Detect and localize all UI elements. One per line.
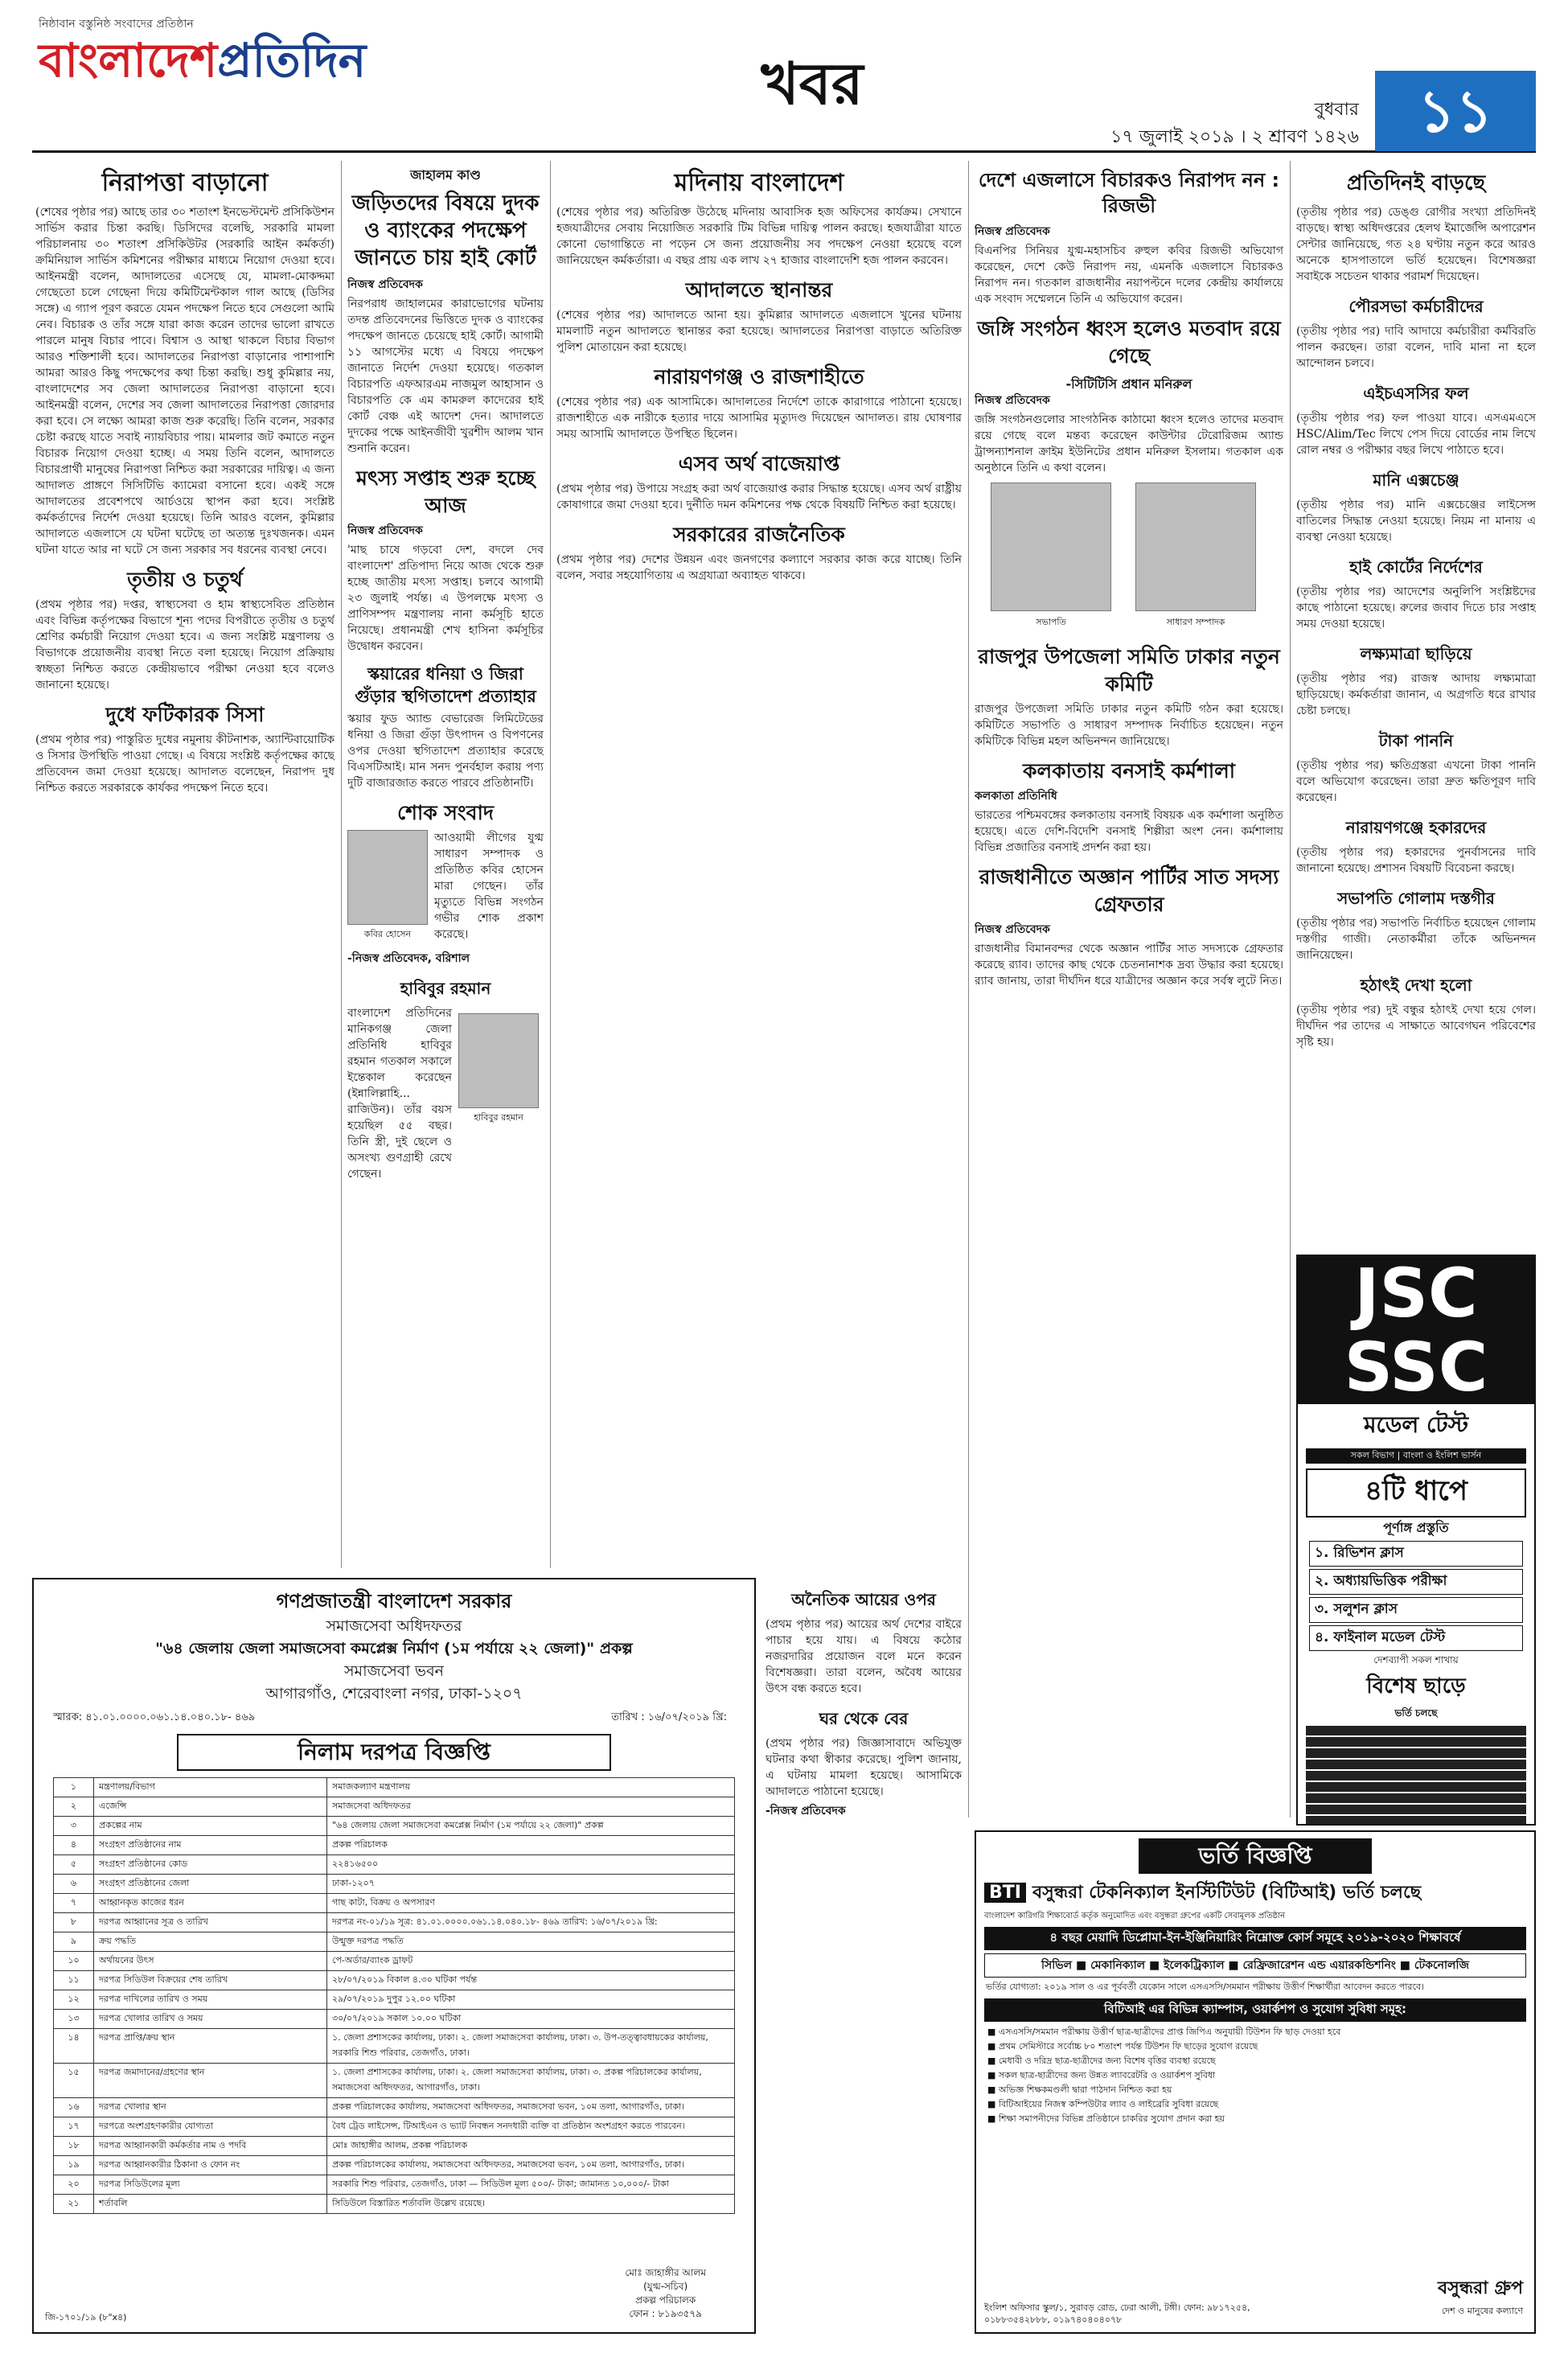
row-value: সরকারি শিশু পরিবার, তেজগাঁও, ঢাকা — সিডিউল মূল্য ৫০০/- টাকা; জামানত ১০,০০০/- টাকা <box>327 2175 735 2195</box>
column-5 <box>1296 161 1536 1247</box>
ad-course: ৪ বছর মেয়াদি ডিপ্লোমা-ইন-ইঞ্জিনিয়ারিং নিম্নোক্ত কোর্স সমূহে ২০১৯-২০২০ শিক্ষাবর্ষে <box>984 1927 1526 1950</box>
notice-banner: নিলাম দরপত্র বিজ্ঞপ্তি <box>177 1734 611 1771</box>
notice-row <box>54 1875 735 1894</box>
row-number: ১২ <box>54 1990 94 2010</box>
article-body: নিরপরাধ জাহালমের কারাভোগের ঘটনায় তদন্ত প্রতিবেদনের ভিত্তিতে দুদক ও ব্যাংকের পদক্ষেপ জানতে চেয়েছে হাই কোর্ট। আগামী ১১ আগস্টের মধ্যে এ বিষয়ে পদক্ষেপ জানাতে নির্দেশ দেওয়া হয়েছে। গতকাল বিচারপতি এফআরএম নাজমুল আহাসান ও বিচারপতি কে এম কামরুল কাদেরের হাই কোর্ট বেঞ্চ এই আদেশ দেন। আদালতে দুদকের পক্ষে আইনজীবী খুরশীদ আলম খান শুনানি করেন। <box>347 298 544 455</box>
headline: টাকা পাননি <box>1378 731 1454 750</box>
headline: আদালতে স্থানান্তর <box>685 278 833 302</box>
article-body: (তৃতীয় পৃষ্ঠার পর) মানি এক্সচেঞ্জের লাইসেন্স বাতিলের সিদ্ধান্ত নেওয়া হয়েছে। নিয়ম না মানায় এ ব্যবস্থা নেওয়া হয়েছে। <box>1296 499 1536 544</box>
ad-benefit-item: ■ এসএসসি/সমমান পরীক্ষায় উত্তীর্ণ ছাত্র-ছাত্রীদের প্রাপ্ত জিপিএ অনুযায়ী টিউশন ফি ছাড় দেওয়া হবে <box>987 2025 1523 2039</box>
headline: মৎস্য সপ্তাহ শুরু হচ্ছে আজ <box>355 466 536 517</box>
ad-subtitle: সকল বিভাগ | বাংলা ও ইংলিশ ভার্সন <box>1306 1448 1526 1464</box>
row-number: ১১ <box>54 1971 94 1990</box>
article-body: (তৃতীয় পৃষ্ঠার পর) সভাপতি নির্বাচিত হয়েছেন গোলাম দস্তগীর গাজী। নেতাকর্মীরা তাঁকে অভিনন্দন জানিয়েছেন। <box>1296 917 1536 962</box>
byline: -নিজস্ব প্রতিবেদক <box>766 1805 846 1817</box>
row-value: মোঃ জাহাঙ্গীর আলম, প্রকল্প পরিচালক <box>327 2137 735 2156</box>
ad-benefit-item: ■ সকল ছাত্র-ছাত্রীদের জন্য উন্নত ল্যাবরেটরি ও ওয়ার্কশপ সুবিধা <box>987 2068 1523 2083</box>
photo-caption: হাবিবুর রহমান <box>474 1112 523 1123</box>
article-body: বিএনপির সিনিয়র যুগ্ম-মহাসচিব রুহুল কবির রিজভী অভিযোগ করেছেন, দেশে কেউ নিরাপদ নয়, এমনকি এজলাসে বিচারকও নিরাপদ নন। গতকাল রাজধানীর নয়াপল্টনে দলের কেন্দ্রীয় কার্যালয়ে এক সংবাদ সম্মেলনে তিনি এ অভিযোগ করেন। <box>975 244 1283 306</box>
portrait-photo <box>1135 483 1256 611</box>
kicker: জাহালম কাণ্ড <box>410 167 481 183</box>
column-divider <box>550 161 551 1568</box>
row-label: ক্রয় পদ্ধতি <box>94 1932 327 1952</box>
row-number: ৭ <box>54 1894 94 1913</box>
row-number: ১৫ <box>54 2064 94 2098</box>
row-number: ১ <box>54 1778 94 1797</box>
notice-row <box>54 2195 735 2214</box>
ad-group-name: বসুন্ধরা গ্রুপ <box>1437 2278 1523 2298</box>
row-value: ২৯/০৭/২০১৯ দুপুর ১২.০০ ঘটিকা <box>327 1990 735 2010</box>
row-label: সংগ্রহণ প্রতিষ্ঠানের নাম <box>94 1836 327 1855</box>
article-body: (তৃতীয় পৃষ্ঠার পর) রাজস্ব আদায় লক্ষ্যমাত্রা ছাড়িয়েছে। কর্মকর্তারা জানান, এ অগ্রগতি ধরে রাখার চেষ্টা চলছে। <box>1296 672 1536 717</box>
article-body: (প্রথম পৃষ্ঠার পর) জিজ্ঞাসাবাদে অভিযুক্ত ঘটনার কথা স্বীকার করেছে। পুলিশ জানায়, এ ঘটনায় মামলা হয়েছে। আসামিকে আদালতে পাঠানো হয়েছে। <box>766 1737 962 1798</box>
portrait-photo <box>991 483 1111 611</box>
article-body: (তৃতীয় পৃষ্ঠার পর) দাবি আদায়ে কর্মচারীরা কর্মবিরতি পালন করছেন। তারা বলেন, দাবি মানা না হলে আন্দোলন চলবে। <box>1296 325 1536 370</box>
notice-row <box>54 1797 735 1817</box>
row-number: ২১ <box>54 2195 94 2214</box>
notice-code: জি-১৭০১/১৯ (৮"x৪) <box>45 2312 127 2323</box>
article-body: স্কয়ার ফুড অ্যান্ড বেভারেজ লিমিটেডের ধনিয়া ও জিরা গুঁড়া উৎপাদন ও বিপণনের ওপর দেওয়া স্থগিতাদেশ প্রত্যাহার করেছে বিএসটিআই। মান সনদ পুনর্বহাল করায় পণ্য দুটি বাজারজাত করতে পারবে প্রতিষ্ঠানটি। <box>347 713 544 790</box>
headline: কলকাতায় বনসাই কর্মশালা <box>1023 759 1235 782</box>
ad-offer: বিশেষ ছাড়ে <box>1366 1674 1466 1698</box>
signatory-grade: (যুগ্ম-সচিব) <box>643 2281 688 2292</box>
notice-row <box>54 2029 735 2064</box>
ad-subjects: সিভিল ■ মেকানিক্যাল ■ ইলেকট্রিক্যাল ■ রেফ্রিজারেশন এন্ড এয়ারকন্ডিশনিং ■ টেকনোলজি <box>984 1953 1526 1978</box>
notice-row <box>54 2137 735 2156</box>
headline: হঠাৎই দেখা হলো <box>1360 975 1472 995</box>
obituary-block <box>347 1005 544 1181</box>
ad-benefit-list <box>976 2025 1534 2126</box>
logo-name-part2: প্রতিদিন <box>217 33 367 88</box>
row-value: "৬৪ জেলায় জেলা সমাজসেবা কমপ্লেক্স নির্মাণ (১ম পর্যায়ে ২২ জেলা)" প্রকল্প <box>327 1817 735 1836</box>
notice-department: সমাজসেবা অধিদফতর <box>326 1617 462 1635</box>
ad-benefit-item: ■ অভিজ্ঞ শিক্ষকমণ্ডলী দ্বারা পাঠদান নিশ্চিত করা হয় <box>987 2083 1523 2097</box>
row-value: সমাজসেবা অধিদফতর <box>327 1797 735 1817</box>
bashundhara-group-logo <box>1438 2274 1523 2319</box>
column-4 <box>975 161 1283 1817</box>
signatory-name: মোঃ জাহাঙ্গীর আলম <box>625 2267 706 2278</box>
row-label: দরপত্র আহ্বানকারী কর্মকর্তার নাম ও পদবি <box>94 2137 327 2156</box>
notice-row <box>54 1990 735 2010</box>
ad-benefit-item: ■ শিক্ষা সমাপনীদের বিভিন্ন প্রতিষ্ঠানে চাকরির সুযোগ প্রদান করা হয় <box>987 2112 1523 2126</box>
headline: সরকারের রাজনৈতিক <box>673 523 845 546</box>
article-body: আওয়ামী লীগের যুগ্ম সাধারণ সম্পাদক ও প্রতিষ্ঠিত কবির হোসেন মারা গেছেন। তাঁর মৃত্যুতে বিভিন্ন সংগঠন গভীর শোক প্রকাশ করেছে। <box>434 832 544 941</box>
row-label: দরপত্র আহ্বানের সূত্র ও তারিখ <box>94 1913 327 1932</box>
masthead <box>32 0 1536 153</box>
row-label: দরপত্র খোলার তারিখ ও সময় <box>94 2010 327 2029</box>
row-label: দরপত্র সিডিউল বিক্রয়ের শেষ তারিখ <box>94 1971 327 1990</box>
article-body: রাজপুর উপজেলা সমিতি ঢাকার নতুন কমিটি গঠন করা হয়েছে। কমিটিতে সভাপতি ও সাধারণ সম্পাদক নির্বাচিত হয়েছেন। নতুন কমিটিকে বিভিন্ন মহল অভিনন্দন জানিয়েছে। <box>975 703 1283 748</box>
obituary-block <box>347 830 544 951</box>
ad-header: ভর্তি বিজ্ঞপ্তি <box>1139 1838 1372 1874</box>
byline: নিজস্ব প্রতিবেদক <box>975 225 1050 238</box>
bti-logo: BTI <box>984 1883 1026 1903</box>
headline: নারায়ণগঞ্জে হকারদের <box>1345 818 1487 837</box>
ad-ssc-label: SSC <box>1344 1328 1488 1407</box>
photo-row <box>975 483 1283 635</box>
byline: নিজস্ব প্রতিবেদক <box>975 394 1050 407</box>
byline: নিজস্ব প্রতিবেদক <box>347 524 423 537</box>
photo-caption: সভাপতি <box>1036 617 1066 627</box>
notice-memo: স্মারক: ৪১.০১.০০০০.০৬১.১৪.০৪০.১৮- ৪৬৯ <box>53 1711 256 1723</box>
column-divider <box>968 161 969 1817</box>
row-number: ৬ <box>54 1875 94 1894</box>
row-number: ১৬ <box>54 2098 94 2117</box>
dateline <box>1069 97 1359 151</box>
ad-address: ইংলিশ অফিসার স্কুল/১, সুরাবড় রোড, ঢেরা আলী, টঙ্গী। ফোন: ৯৮১৭২৫৪, ০১৮৮৩৫৪২৮৮৮, ০১৯৭৪০৪০৪০৭৮ <box>984 2302 1250 2325</box>
row-label: শর্তাবলি <box>94 2195 327 2214</box>
article-body: (প্রথম পৃষ্ঠার পর) পাস্তুরিত দুধের নমুনায় কীটনাশক, অ্যান্টিবায়োটিক ও সিসার উপস্থিতি পাওয়া গেছে। এ বিষয়ে সংশ্লিষ্ট কর্তৃপক্ষের কাছে প্রতিবেদন জমা দেওয়া হয়েছে। আদালত বলেছেন, নিরাপদ দুধ নিশ্চিত করতে সরকারকে কার্যকর পদক্ষেপ নিতে হবে। <box>35 733 335 795</box>
ad-benefit-item: ■ মেধাবী ও দরিদ্র ছাত্র-ছাত্রীদের জন্য বিশেষ বৃত্তির ব্যবস্থা রয়েছে <box>987 2054 1523 2068</box>
row-value: ২৮/০৭/২০১৯ বিকাল ৪.৩০ ঘটিকা পর্যন্ত <box>327 1971 735 1990</box>
photo-caption: সাধারণ সম্পাদক <box>1166 617 1225 627</box>
row-number: ২ <box>54 1797 94 1817</box>
ad-admission: ভর্তি চলছে <box>1394 1707 1438 1719</box>
article-body: (তৃতীয় পৃষ্ঠার পর) ডেঙ্গু রোগীর সংখ্যা প্রতিদিনই বাড়ছে। স্বাস্থ্য অধিদপ্তরের হেলথ ইমার্জেন্সি অপারেশন সেন্টার জানিয়েছে, গত ২৪ ঘণ্টায় নতুন করে আরও অনেকে হাসপাতালে ভর্তি হয়েছেন। বিশেষজ্ঞরা সবাইকে সচেতন থাকার পরামর্শ দিয়েছেন। <box>1296 206 1536 283</box>
row-value: উন্মুক্ত দরপত্র পদ্ধতি <box>327 1932 735 1952</box>
logo-tagline: নিষ্ঠাবান বস্তুনিষ্ঠ সংবাদের প্রতিষ্ঠান <box>39 18 194 31</box>
headline: ঘর থেকে বের <box>819 1709 909 1728</box>
article-body: (তৃতীয় পৃষ্ঠার পর) ফল পাওয়া যাবে। এসএমএসে HSC/Alim/Tec লিখে পেস দিয়ে বোর্ডের নাম লিখে রোল নম্বর ও পরীক্ষার বছর লিখে পাঠাতে হবে। <box>1296 412 1536 457</box>
row-label: অর্থায়নের উৎস <box>94 1952 327 1971</box>
byline: নিজস্ব প্রতিবেদক <box>347 278 423 291</box>
row-value: ১. জেলা প্রশাসকের কার্যালয়, ঢাকা। ২. জেলা সমাজসেবা কার্যালয়, ঢাকা। ৩. প্রকল্প পরিচালকের কার্যালয়, সমাজসেবা অধিদফতর, আগারগাঁও, ঢাকা। <box>327 2064 735 2098</box>
row-number: ১৯ <box>54 2156 94 2175</box>
ad-branch-table <box>1306 1726 1526 1826</box>
row-value: প্রকল্প পরিচালকের কার্যালয়, সমাজসেবা অধিদফতর, সমাজসেবা ভবন, ১০ম তলা, আগারগাঁও, ঢাকা। <box>327 2156 735 2175</box>
headline: স্কয়ারের ধনিয়া ও জিরা গুঁড়ার স্থগিতাদেশ প্রত্যাহার <box>355 664 536 706</box>
signatory-title: প্রকল্প পরিচালক <box>635 2294 696 2306</box>
article-body: (তৃতীয় পৃষ্ঠার পর) ক্ষতিগ্রস্তরা এখনো টাকা পাননি বলে অভিযোগ করেছেন। তারা দ্রুত ক্ষতিপূরণ দাবি করেছেন। <box>1296 759 1536 804</box>
notice-row <box>54 1836 735 1855</box>
row-value: সমাজকল্যাণ মন্ত্রণালয় <box>327 1778 735 1797</box>
article-body: (প্রথম পৃষ্ঠার পর) দেশের উন্নয়ন এবং জনগণের কল্যাণে সরকার কাজ করে যাচ্ছে। তিনি বলেন, সবার সহযোগিতায় এ অগ্রযাত্রা অব্যাহত থাকবে। <box>556 553 962 582</box>
row-label: আহ্বানকৃত কাজের ধরন <box>94 1894 327 1913</box>
row-label: এজেন্সি <box>94 1797 327 1817</box>
headline: হাই কোর্টের নির্দেশের <box>1349 557 1483 577</box>
notice-row <box>54 2117 735 2137</box>
headline: হাবিবুর রহমান <box>400 979 491 998</box>
byline: -নিজস্ব প্রতিবেদক, বরিশাল <box>347 952 470 965</box>
row-value: পে-অর্ডার/ব্যাংক ড্রাফট <box>327 1952 735 1971</box>
row-number: ৯ <box>54 1932 94 1952</box>
notice-row <box>54 1894 735 1913</box>
row-label: দরপত্র জমাদানের/গ্রহণের স্থান <box>94 2064 327 2098</box>
row-label: দরপত্র প্রাপ্তি/ক্রয় স্থান <box>94 2029 327 2064</box>
row-number: ৩ <box>54 1817 94 1836</box>
row-value: ৩০/০৭/২০১৯ সকাল ১০.০০ ঘটিকা <box>327 2010 735 2029</box>
row-label: সংগ্রহণ প্রতিষ্ঠানের জেলা <box>94 1875 327 1894</box>
obituary-photo <box>347 830 428 925</box>
headline: জড়িতদের বিষয়ে দুদক ও ব্যাংকের পদক্ষেপ জানতে চায় হাই কোর্ট <box>351 191 540 270</box>
article-body: (শেষের পৃষ্ঠার পর) এক আসামিকে। আদালতের নির্দেশে তাকে কারাগারে পাঠানো হয়েছে। রাজশাহীতে এক নারীকে হত্যার দায়ে আসামির মৃত্যুদণ্ড দিয়েছেন আদালত। রায় ঘোষণার সময় আসামি আদালতে উপস্থিত ছিলেন। <box>556 396 962 441</box>
headline: এসব অর্থ বাজেয়াপ্ত <box>678 452 840 475</box>
row-number: ৫ <box>54 1855 94 1875</box>
row-value: গাছ কাটা, বিক্রয় ও অপসারণ <box>327 1894 735 1913</box>
column-3 <box>556 161 962 1568</box>
row-number: ৮ <box>54 1913 94 1932</box>
newspaper-logo <box>39 14 457 87</box>
notice-address: আগারগাঁও, শেরেবাংলা নগর, ঢাকা-১২০৭ <box>265 1685 523 1702</box>
headline: পৌরসভা কর্মচারীদের <box>1348 297 1484 316</box>
headline: রাজপুর উপজেলা সমিতি ঢাকার নতুন কমিটি <box>978 645 1280 696</box>
section-title: খবর <box>761 50 864 117</box>
notice-row <box>54 1913 735 1932</box>
row-value: ২২৪১৬৫০০ <box>327 1855 735 1875</box>
headline: প্রতিদিনই বাড়ছে <box>1346 171 1486 195</box>
row-number: ১৮ <box>54 2137 94 2156</box>
row-value: সিডিউলে বিস্তারিত শর্তাবলি উল্লেখ রয়েছে। <box>327 2195 735 2214</box>
row-value: প্রকল্প পরিচালক <box>327 1836 735 1855</box>
article-body: (তৃতীয় পৃষ্ঠার পর) হকারদের পুনর্বাসনের দাবি জানানো হয়েছে। প্রশাসন বিষয়টি বিবেচনা করছে। <box>1296 846 1536 875</box>
ad-step-item: ৪. ফাইনাল মডেল টেস্ট <box>1309 1625 1523 1651</box>
notice-building: সমাজসেবা ভবন <box>344 1662 444 1680</box>
column-2 <box>347 161 544 1568</box>
headline: মানি এক্সচেঞ্জ <box>1373 470 1459 490</box>
ad-benefit-item: ■ বিটিআইয়ের নিজস্ব কম্পিউটার ল্যাব ও লাইব্রেরি সুবিধা রয়েছে <box>987 2097 1523 2112</box>
headline: জঙ্গি সংগঠন ধ্বংস হলেও মতবাদ রয়ে গেছে <box>977 317 1281 368</box>
row-label: দরপত্র আহ্বানকারীর ঠিকানা ও ফোন নং <box>94 2156 327 2175</box>
headline: রাজধানীতে অজ্ঞান পার্টির সাত সদস্য গ্রেফতার <box>979 865 1279 916</box>
date-label: ১৭ জুলাই ২০১৯ । ২ শ্রাবণ ১৪২৬ <box>1110 127 1359 147</box>
headline: এইচএসসির ফল <box>1363 384 1469 403</box>
notice-row <box>54 1855 735 1875</box>
headline: দুধে ফটিকারক সিসা <box>105 703 265 726</box>
jsc-ssc-advertisement <box>1296 1255 1536 1826</box>
notice-govt-title: গণপ্রজাতন্ত্রী বাংলাদেশ সরকার <box>276 1590 512 1612</box>
row-label: প্রকল্পের নাম <box>94 1817 327 1836</box>
ad-steps: ৪টি ধাপে <box>1306 1468 1526 1518</box>
article-body: (প্রথম পৃষ্ঠার পর) উপায়ে সংগ্রহ করা অর্থ বাজেয়াপ্ত করার সিদ্ধান্ত হয়েছে। এসব অর্থ রাষ্ট্রীয় কোষাগারে জমা দেওয়া হবে। দুর্নীতি দমন কমিশনের পক্ষ থেকে বিষয়টি নিশ্চিত করা হয়েছে। <box>556 483 962 511</box>
logo-name-part1: বাংলাদেশ <box>39 33 218 88</box>
ad-step-item: ২. অধ্যায়ভিত্তিক পরীক্ষা <box>1309 1569 1523 1595</box>
notice-signature <box>625 2266 706 2321</box>
row-number: ১৭ <box>54 2117 94 2137</box>
row-value: দরপত্র নং-০১/১৯ সূত্র: ৪১.০১.০০০০.০৬১.১৪.০৪০.১৮- ৪৬৯ তারিখ: ১৬/০৭/২০১৯ খ্রি: <box>327 1913 735 1932</box>
headline: দেশে এজলাসে বিচারকও নিরাপদ নন : রিজভী <box>978 169 1280 217</box>
notice-reference <box>53 1710 735 1729</box>
row-label: মন্ত্রণালয়/বিভাগ <box>94 1778 327 1797</box>
headline: তৃতীয় ও চতুর্থ <box>127 568 243 591</box>
notice-table <box>53 1777 735 2214</box>
bti-advertisement <box>975 1830 1536 2334</box>
ad-benefits-title: বিটিআই এর বিভিন্ন ক্যাম্পাস, ওয়ার্কশপ ও সুযোগ সুবিধা সমূহ: <box>984 1998 1526 2022</box>
row-label: দরপত্র দাখিলের তারিখ ও সময় <box>94 1990 327 2010</box>
day-label: বুধবার <box>1314 100 1359 120</box>
notice-project: "৬৪ জেলায় জেলা সমাজসেবা কমপ্লেক্স নির্মাণ (১ম পর্যায়ে ২২ জেলা)" প্রকল্প <box>155 1640 633 1657</box>
notice-row <box>54 1971 735 1990</box>
notice-row <box>54 2175 735 2195</box>
ad-benefit-item: ■ প্রথম সেমিস্টারে সর্বোচ্চ ৮০ শতাংশ পর্যন্ত টিউশন ফি ছাড়ের সুযোগ রয়েছে <box>987 2039 1523 2054</box>
notice-row <box>54 2156 735 2175</box>
row-value: ১. জেলা প্রশাসকের কার্যালয়, ঢাকা। ২. জেলা সমাজসেবা কার্যালয়, ঢাকা। ৩. উপ-তত্ত্বাবধায়কের কার্যালয়, সরকারি শিশু পরিবার, তেজগাঁও, ঢাকা। <box>327 2029 735 2064</box>
article-body: (তৃতীয় পৃষ্ঠার পর) দুই বন্ধুর হঠাৎই দেখা হয়ে গেল। দীর্ঘদিন পর তাদের এ সাক্ষাতে আবেগঘন পরিবেশের সৃষ্টি হয়। <box>1296 1004 1536 1049</box>
article-body: (শেষের পৃষ্ঠার পর) অতিরিক্ত উঠেছে মদিনায় আবাসিক হজ অফিসের কার্যক্রম। সেখানে হজযাত্রীদের সেবায় নিয়োজিত সরকারি টিম বিভিন্ন দায়িত্ব পালন করছে। হজযাত্রীরা যাতে কোনো ভোগান্তিতে না পড়েন সে জন্য প্রয়োজনীয় সব পদক্ষেপ নেওয়া হয়েছে বলে জানিয়েছেন কর্মকর্তারা। এ বছর প্রায় এক লাখ ২৭ হাজার বাংলাদেশি হজ পালন করবেন। <box>556 206 962 267</box>
photo-caption: কবির হোসেন <box>363 929 412 939</box>
column-1 <box>35 161 335 1568</box>
article-body: রাজধানীর বিমানবন্দর থেকে অজ্ঞান পার্টির সাত সদস্যকে গ্রেফতার করেছে র‌্যাব। তাদের কাছ থেকে চেতনানাশক দ্রব্য উদ্ধার করা হয়েছে। র‌্যাব জানায়, তারা দীর্ঘদিন ধরে যাত্রীদের অজ্ঞান করে সর্বস্ব লুটে নিত। <box>975 943 1283 988</box>
ad-group-tagline: দেশ ও মানুষের কল্যাণে <box>1441 2306 1523 2316</box>
row-label: দরপত্রে অংশগ্রহণকারীর যোগ্যতা <box>94 2117 327 2137</box>
row-label: দরপত্র খোলার স্থান <box>94 2098 327 2117</box>
headline: শোক সংবাদ <box>397 801 494 824</box>
row-label: সংগ্রহণ প্রতিষ্ঠানের কোড <box>94 1855 327 1875</box>
article-body: ভারতের পশ্চিমবঙ্গের কলকাতায় বনসাই বিষয়ক এক কর্মশালা অনুষ্ঠিত হয়েছে। এতে দেশি-বিদেশি বনসাই শিল্পীরা অংশ নেন। কর্মশালায় বিভিন্ন প্রজাতির বনসাই প্রদর্শন করা হয়। <box>975 809 1283 854</box>
ad-jsc-label: JSC <box>1354 1255 1478 1333</box>
row-number: ২০ <box>54 2175 94 2195</box>
row-value: বৈধ ট্রেড লাইসেন্স, টিআইএন ও ভ্যাট নিবন্ধন সনদধারী ব্যক্তি বা প্রতিষ্ঠান অংশগ্রহণ করতে পারবেন। <box>327 2117 735 2137</box>
column-divider <box>1290 161 1291 1817</box>
notice-row <box>54 2064 735 2098</box>
ad-prep: পূর্ণাঙ্গ প্রস্তুতি <box>1383 1520 1449 1535</box>
article-body: 'মাছ চাষে গড়বো দেশ, বদলে দেব বাংলাদেশ' প্রতিপাদ্য নিয়ে আজ থেকে শুরু হচ্ছে জাতীয় মৎস্য সপ্তাহ। চলবে আগামী ২৩ জুলাই পর্যন্ত। এ উপলক্ষে মৎস্য ও প্রাণিসম্পদ মন্ত্রণালয় নানা কর্মসূচি হাতে নিয়েছে। প্রধানমন্ত্রী শেখ হাসিনা কর্মসূচির উদ্বোধন করবেন। <box>347 544 544 653</box>
ad-eligibility: ভর্তির যোগ্যতা: ২০১৯ সাল ও এর পূর্ববর্তী যেকোন সালে এসএসসি/সমমান পরীক্ষায় উত্তীর্ণ শিক্ষার্থীরা আবেদন করতে পারবে। <box>986 1982 1424 1992</box>
headline: সভাপতি গোলাম দস্তগীর <box>1337 889 1495 908</box>
headline: নিরাপত্তা বাড়ানো <box>101 169 269 197</box>
headline: অনৈতিক আয়ের ওপর <box>791 1590 936 1609</box>
ad-institute: বসুন্ধরা টেকনিক্যাল ইনস্টিটিউট (বিটিআই) ভর্তি চলছে <box>1032 1883 1422 1903</box>
kicker: -সিটিটিসি প্রধান মনিরুল <box>1065 376 1192 392</box>
byline: নিজস্ব প্রতিবেদক <box>975 923 1050 936</box>
row-value: ঢাকা-১২০৭ <box>327 1875 735 1894</box>
row-number: ৪ <box>54 1836 94 1855</box>
notice-row <box>54 1952 735 1971</box>
article-body: (তৃতীয় পৃষ্ঠার পর) আদেশের অনুলিপি সংশ্লিষ্টদের কাছে পাঠানো হয়েছে। রুলের জবাব দিতে চার সপ্তাহ সময় দেওয়া হয়েছে। <box>1296 585 1536 630</box>
row-number: ১০ <box>54 1952 94 1971</box>
ad-branches: দেশব্যাপী সকল শাখায় <box>1373 1654 1459 1665</box>
notice-date: তারিখ : ১৬/০৭/২০১৯ খ্রি: <box>611 1711 727 1723</box>
row-number: ১৪ <box>54 2029 94 2064</box>
article-body: (প্রথম পৃষ্ঠার পর) দপ্তর, স্বাস্থ্যসেবা ও হাম স্বাস্থ্যসেবিত প্রতিষ্ঠান এবং বিভিন্ন কর্তৃপক্ষের বিভাগে শূন্য পদের বিপরীতে তৃতীয় ও চতুর্থ শ্রেণির কর্মচারী নিয়োগ দেওয়া হবে। এ জন্য সংশ্লিষ্ট মন্ত্রণালয় ও বিভাগকে প্রয়োজনীয় ব্যবস্থা নিতে বলা হয়েছে। নিয়োগ প্রক্রিয়ায় স্বচ্ছতা নিশ্চিত করতে কেন্দ্রীয়ভাবে পরীক্ষা নেওয়া হবে বলেও জানানো হয়েছে। <box>35 598 335 692</box>
column-divider <box>341 161 342 1568</box>
column-3-lower <box>766 1578 962 2334</box>
ad-affiliation: বাংলাদেশ কারিগরি শিক্ষাবোর্ড কর্তৃক অনুমোদিত এবং বসুন্ধরা গ্রুপের একটি সেবামূলক প্রতিষ্ঠান <box>984 1912 1286 1920</box>
ad-step-item: ১. রিভিশন ক্লাস <box>1309 1541 1523 1567</box>
notice-row <box>54 2098 735 2117</box>
headline: নারায়ণগঞ্জ ও রাজশাহীতে <box>654 365 864 388</box>
byline: কলকাতা প্রতিনিধি <box>975 790 1057 803</box>
ad-step-list <box>1309 1541 1523 1651</box>
article-body: বাংলাদেশ প্রতিদিনের মানিকগঞ্জ জেলা প্রতিনিধি হাবিবুর রহমান গতকাল সকালে ইন্তেকাল করেছেন (ইন্নালিল্লাহি... রাজিউন)। তাঁর বয়স হয়েছিল ৫৫ বছর। তিনি স্ত্রী, দুই ছেলে ও অসংখ্য গুণগ্রাহী রেখে গেছেন। <box>347 1007 452 1181</box>
article-body: জঙ্গি সংগঠনগুলোর সাংগঠনিক কাঠামো ধ্বংস হলেও তাদের মতবাদ রয়ে গেছে বলে মন্তব্য করেছেন কাউন্টার টেরোরিজম অ্যান্ড ট্রান্সন্যাশনাল ক্রাইম ইউনিটের প্রধান মনিরুল ইসলাম। গতকাল এক অনুষ্ঠানে তিনি এ কথা বলেন। <box>975 413 1283 474</box>
ad-model-test: মডেল টেস্ট <box>1363 1411 1469 1438</box>
row-label: দরপত্র সিডিউলের মূল্য <box>94 2175 327 2195</box>
obituary-photo <box>458 1013 539 1108</box>
ad-step-item: ৩. সলুশন ক্লাস <box>1309 1597 1523 1623</box>
headline: লক্ষ্যমাত্রা ছাড়িয়ে <box>1360 644 1472 663</box>
article-body: (প্রথম পৃষ্ঠার পর) আয়ের অর্থ দেশের বাইরে পাচার হয়ে যায়। এ বিষয়ে কঠোর নজরদারির প্রয়োজন বলে মনে করেন বিশেষজ্ঞরা। তারা বলেন, অবৈধ আয়ের উৎস বন্ধ করতে হবে। <box>766 1618 962 1695</box>
row-number: ১৩ <box>54 2010 94 2029</box>
page-number: ১১ <box>1375 71 1536 151</box>
notice-row <box>54 1817 735 1836</box>
row-value: প্রকল্প পরিচালকের কার্যালয়, সমাজসেবা অধিদফতর, সমাজসেবা ভবন, ১০ম তলা, আগারগাঁও, ঢাকা। <box>327 2098 735 2117</box>
notice-row <box>54 1932 735 1952</box>
article-body: (শেষের পৃষ্ঠার পর) আছে তার ৩০ শতাংশ ইনভেস্টমেন্ট প্রসিকিউশন সার্ভিস করার চিন্তা করছি। ডিসিদের বলেছি, সরকারি মামলা পরিচালনায় ৩০ শতাংশ প্রসিকিউটর (সরকারি আইন কর্মকর্তা) ক্রমিনিয়াল সার্ভিস কমিশনের পরীক্ষার মাধ্যমে নিয়োগ দেওয়া হবে। আইনমন্ত্রী বলেন, আদালতের এসেছে যে, মামলা-মোকদ্দমা গেছেতো চলে গেছেনা দিয়ে কমিটিমেন্টকাল গাল আছে (ডিসির সঙ্গে) এ গ্যাপ পূরণ করতে যেমন পদক্ষেপ নিতে হবে সেগুলো আমি নেব। বিচারক ও তাঁর সঙ্গে যারা কাজ করেন তাদের ভালো রাখতে পারলে মানুষ বিচার পাবে। বিশ্বাস ও আস্থা থাকলে বিচার বিভাগ আরও শক্তিশালী হবে। আদালতের নিরাপত্তা বাড়ানোর পাশাপাশি আমরা আরও কিছু পদক্ষেপের কথা চিন্তা করছি। শুধু কুমিল্লার নয়, বাংলাদেশের সব জেলা আদালতের নিরাপত্তা বাড়ানো হবে। আইনমন্ত্রী বলেন, দেশের সব জেলা আদালতের নিরাপত্তা জোরদার করা হবে। সে লক্ষ্যে আমরা কাজ শুরু করেছি। তিনি বলেন, সরকার চেষ্টা করছে যাতে সবাই ন্যায়বিচার পায়। মামলার জট কমাতে নতুন বিচারক নিয়োগ দেওয়া হচ্ছে। এ সময় তিনি বলেন, আদালতে বিচারপ্রার্থী মানুষের নিরাপত্তা নিশ্চিত করা সরকারের দায়িত্ব। এ জন্য আদালত প্রাঙ্গণে সিসিটিভি ক্যামেরা বসানো হবে। একই সঙ্গে আদালতের প্রবেশপথে আর্চওয়ে স্থাপন করা হবে। সংশ্লিষ্ট কর্মকর্তাদের নির্দেশ দেওয়া হয়েছে। তিনি আরও বলেন, কুমিল্লার আদালতে এজলাসে যে ঘটনা ঘটেছে তা অত্যন্ত দুঃখজনক। এমন ঘটনা যাতে আর না ঘটে সে জন্য সরকার সব ধরনের ব্যবস্থা নেবে। <box>35 206 335 557</box>
tender-notice <box>32 1578 756 2334</box>
article-body: (শেষের পৃষ্ঠার পর) আদালতে আনা হয়। কুমিল্লার আদালতে এজলাসে খুনের ঘটনায় মামলাটি নতুন আদালতে স্থানান্তর করা হয়েছে। আদালতের নিরাপত্তা বাড়াতে অতিরিক্ত পুলিশ মোতায়েন করা হয়েছে। <box>556 309 962 354</box>
notice-row <box>54 1778 735 1797</box>
notice-row <box>54 2010 735 2029</box>
signatory-phone: ফোন : ৮১৯৩৫৭৯ <box>629 2308 702 2319</box>
headline: মদিনায় বাংলাদেশ <box>674 169 844 197</box>
